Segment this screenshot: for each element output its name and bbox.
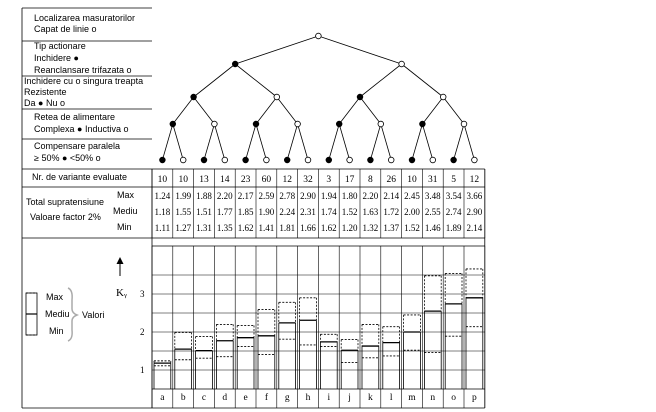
filled-node-marker bbox=[420, 121, 426, 127]
row3-sublabel-2: Da ● Nu o bbox=[24, 98, 65, 108]
max-row-label: Max bbox=[117, 190, 135, 200]
filled-node-marker bbox=[451, 157, 457, 163]
max-value-cell: 2.45 bbox=[404, 191, 420, 201]
variants-cell: 13 bbox=[199, 175, 209, 185]
open-node-marker bbox=[461, 121, 467, 127]
filled-node-marker bbox=[409, 157, 415, 163]
tree-edge bbox=[256, 97, 277, 124]
row2-sublabel-2: Reanclansare trifazata o bbox=[34, 65, 132, 75]
overvoltage-label: Total supratensiune bbox=[26, 197, 105, 207]
filled-node-marker bbox=[160, 157, 166, 163]
row1-sublabel: Capat de linie o bbox=[34, 24, 97, 34]
tree-edge bbox=[162, 124, 172, 160]
row5-sublabel: ≥ 50% ● <50% o bbox=[34, 153, 101, 163]
mediu-value-cell: 1.51 bbox=[196, 207, 212, 217]
max-value-cell: 2.90 bbox=[300, 191, 316, 201]
tree-edge bbox=[235, 36, 318, 64]
tree-edge bbox=[287, 124, 297, 160]
mediu-value-cell: 1.77 bbox=[216, 207, 233, 217]
open-node-marker bbox=[399, 61, 405, 67]
min-value-cell: 1.52 bbox=[404, 223, 420, 233]
min-value-cell: 1.62 bbox=[237, 223, 254, 233]
mediu-value-cell: 1.72 bbox=[383, 207, 400, 217]
filled-node-marker bbox=[368, 157, 374, 163]
row3-sublabel-1: Rezistente bbox=[24, 87, 67, 97]
row3-label: Inchidere cu o singura treapta bbox=[24, 76, 144, 86]
row1-label: Localizarea masuratorilor bbox=[34, 13, 136, 23]
open-node-marker bbox=[388, 157, 394, 163]
y-tick-label: 2 bbox=[140, 327, 145, 337]
min-value-cell: 1.46 bbox=[424, 223, 441, 233]
open-node-marker bbox=[295, 121, 301, 127]
variants-cell: 10 bbox=[178, 175, 188, 185]
min-value-cell: 1.11 bbox=[154, 223, 171, 233]
min-value-cell: 1.37 bbox=[383, 223, 400, 233]
filled-node-marker bbox=[326, 157, 332, 163]
mediu-value-cell: 2.31 bbox=[300, 207, 316, 217]
mediu-value-cell: 1.18 bbox=[154, 207, 171, 217]
row5-label: Compensare paralela bbox=[34, 141, 121, 151]
row2-label: Tip actionare bbox=[34, 41, 86, 51]
mediu-value-cell: 2.55 bbox=[424, 207, 441, 217]
variants-cell: 31 bbox=[428, 175, 438, 185]
column-letter: m bbox=[408, 393, 416, 403]
min-value-cell: 1.31 bbox=[196, 223, 212, 233]
open-node-marker bbox=[316, 33, 322, 39]
variants-cell: 17 bbox=[344, 175, 355, 185]
column-letter: n bbox=[430, 393, 436, 403]
tree-edge bbox=[194, 97, 215, 124]
row2-sublabel-1: Inchidere ● bbox=[34, 53, 79, 63]
min-value-cell: 1.66 bbox=[300, 223, 316, 233]
min-value-cell: 2.14 bbox=[466, 223, 483, 233]
variants-cell: 3 bbox=[326, 175, 332, 185]
tree-edge bbox=[360, 64, 402, 97]
tree-edge bbox=[422, 97, 443, 124]
legend-min-label: Min bbox=[49, 326, 64, 336]
tree-edge bbox=[204, 124, 214, 160]
min-value-cell: 1.27 bbox=[175, 223, 192, 233]
open-node-marker bbox=[347, 157, 353, 163]
open-node-marker bbox=[264, 157, 270, 163]
variants-cell: 23 bbox=[240, 175, 251, 185]
column-letter: a bbox=[160, 393, 165, 403]
column-letter: j bbox=[348, 393, 351, 403]
max-value-cell: 3.48 bbox=[424, 191, 441, 201]
mediu-value-cell: 2.00 bbox=[404, 207, 420, 217]
mediu-row-label: Mediu bbox=[113, 206, 138, 216]
open-node-marker bbox=[274, 94, 280, 100]
filled-node-marker bbox=[170, 121, 176, 127]
tree-edge bbox=[402, 64, 444, 97]
min-value-cell: 1.41 bbox=[258, 223, 275, 233]
variants-cell: 26 bbox=[386, 175, 396, 185]
legend bbox=[26, 288, 104, 341]
variants-cell: 10 bbox=[407, 175, 417, 185]
max-value-cell: 2.14 bbox=[383, 191, 400, 201]
mediu-value-cell: 1.90 bbox=[258, 207, 275, 217]
tree-edge bbox=[412, 124, 422, 160]
open-node-marker bbox=[212, 121, 218, 127]
mediu-value-cell: 2.90 bbox=[466, 207, 483, 217]
filled-node-marker bbox=[201, 157, 207, 163]
column-letter: e bbox=[243, 393, 248, 403]
max-value-cell: 2.20 bbox=[216, 191, 233, 201]
tree-edge bbox=[318, 36, 401, 64]
open-node-marker bbox=[180, 157, 186, 163]
tree-edge bbox=[381, 124, 391, 160]
tree-edge bbox=[235, 64, 277, 97]
mediu-value-cell: 1.63 bbox=[362, 207, 379, 217]
tree-edge bbox=[277, 97, 298, 124]
max-value-cell: 1.99 bbox=[175, 191, 192, 201]
column-letter: h bbox=[305, 393, 311, 403]
max-value-cell: 2.78 bbox=[279, 191, 296, 201]
mediu-value-cell: 1.74 bbox=[320, 207, 337, 217]
column-letter: g bbox=[284, 393, 290, 403]
tree-edge bbox=[173, 97, 194, 124]
max-value-cell: 2.59 bbox=[258, 191, 275, 201]
tree-edge bbox=[246, 124, 256, 160]
max-value-cell: 3.66 bbox=[466, 191, 483, 201]
column-letter: l bbox=[389, 393, 393, 403]
min-value-cell: 1.20 bbox=[341, 223, 358, 233]
mediu-value-cell: 1.85 bbox=[237, 207, 254, 217]
tree-edge bbox=[422, 124, 432, 160]
tree-edge bbox=[339, 124, 349, 160]
left-labels bbox=[24, 13, 143, 232]
column-letter: d bbox=[222, 393, 228, 403]
column-letter: b bbox=[180, 393, 186, 403]
factor-label: Valoare factor 2% bbox=[30, 212, 101, 222]
min-value-cell: 1.62 bbox=[320, 223, 337, 233]
mediu-value-cell: 1.52 bbox=[341, 207, 358, 217]
min-value-cell: 1.81 bbox=[279, 223, 296, 233]
column-letter: c bbox=[201, 393, 207, 403]
column-letter: o bbox=[451, 393, 456, 403]
mediu-value-cell: 2.24 bbox=[279, 207, 296, 217]
y-axis-label: Kᵧ bbox=[116, 287, 127, 299]
variants-cell: 32 bbox=[303, 175, 313, 185]
variants-cell: 14 bbox=[220, 175, 230, 185]
filled-node-marker bbox=[357, 94, 363, 100]
variants-cell: 12 bbox=[469, 175, 480, 185]
variants-cell: 8 bbox=[368, 175, 373, 185]
tree-edge bbox=[194, 64, 236, 97]
tree-edge bbox=[370, 124, 380, 160]
tree-edge bbox=[360, 97, 381, 124]
y-axis-arrow-head bbox=[117, 257, 124, 264]
tree-edge bbox=[173, 124, 183, 160]
variants-cell: 60 bbox=[261, 175, 272, 185]
row4-sublabel: Complexa ● Inductiva o bbox=[34, 124, 129, 134]
filled-node-marker bbox=[232, 61, 238, 67]
max-value-cell: 1.88 bbox=[196, 191, 212, 201]
column-letter: i bbox=[327, 393, 331, 403]
mediu-value-cell: 2.74 bbox=[445, 207, 462, 217]
filled-node-marker bbox=[191, 94, 197, 100]
min-value-cell: 1.35 bbox=[216, 223, 233, 233]
open-node-marker bbox=[472, 157, 478, 163]
legend-valori-label: Valori bbox=[82, 310, 105, 320]
y-tick-label: 1 bbox=[140, 365, 145, 375]
open-node-marker bbox=[440, 94, 446, 100]
tree-edge bbox=[454, 124, 464, 160]
max-value-cell: 2.17 bbox=[237, 191, 254, 201]
legend-mediu-label: Mediu bbox=[45, 309, 70, 319]
tree-edge bbox=[214, 124, 224, 160]
tree-edge bbox=[329, 124, 339, 160]
max-value-cell: 2.20 bbox=[362, 191, 379, 201]
max-value-cell: 1.80 bbox=[341, 191, 358, 201]
variants-cell: 12 bbox=[282, 175, 292, 185]
open-node-marker bbox=[305, 157, 311, 163]
legend-max-label: Max bbox=[46, 292, 64, 302]
column-letter: f bbox=[264, 393, 268, 403]
tree-edge bbox=[256, 124, 266, 160]
filled-node-marker bbox=[336, 121, 342, 127]
y-axis bbox=[116, 257, 127, 299]
min-value-cell: 1.89 bbox=[445, 223, 462, 233]
variants-cell: 10 bbox=[157, 175, 168, 185]
filled-node-marker bbox=[243, 157, 249, 163]
variants-cell: 5 bbox=[451, 175, 456, 185]
variants-label: Nr. de variante evaluate bbox=[32, 172, 128, 182]
tree-edge bbox=[443, 97, 464, 124]
filled-node-marker bbox=[253, 121, 259, 127]
y-tick-label: 3 bbox=[140, 289, 145, 299]
open-node-marker bbox=[430, 157, 436, 163]
min-value-cell: 1.32 bbox=[362, 223, 379, 233]
row4-label: Retea de alimentare bbox=[34, 112, 116, 122]
max-value-cell: 3.54 bbox=[445, 191, 462, 201]
open-node-marker bbox=[378, 121, 384, 127]
filled-node-marker bbox=[284, 157, 290, 163]
max-value-cell: 1.24 bbox=[154, 191, 171, 201]
column-letter: k bbox=[368, 393, 373, 403]
column-letter: p bbox=[472, 393, 477, 403]
max-value-cell: 1.94 bbox=[320, 191, 337, 201]
min-row-label: Min bbox=[117, 222, 132, 232]
tree-edge bbox=[298, 124, 308, 160]
open-node-marker bbox=[222, 157, 228, 163]
tree-edge bbox=[464, 124, 474, 160]
tree-edge bbox=[339, 97, 360, 124]
mediu-value-cell: 1.55 bbox=[175, 207, 192, 217]
